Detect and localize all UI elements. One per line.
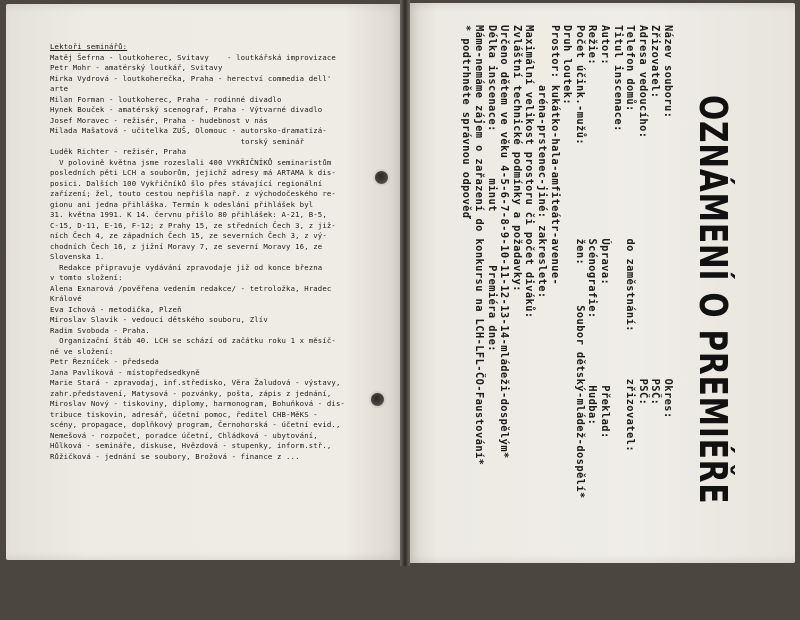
text-line: Hynek Bouček - amatérský scenograf, Praha - Výtvarné divadlo <box>50 105 323 114</box>
form-field-line: Délka inscenace: minut Premiéra dne: <box>485 25 498 352</box>
text-line: torský seminář <box>50 136 305 146</box>
form-field-line: Telefon domů: do zaměstnání: zřizovatel: <box>624 25 637 452</box>
text-line: V polovině května jsme rozeslali 400 VYKŘIČNÍKŮ seminaristům <box>50 157 332 167</box>
premiere-title <box>691 95 735 620</box>
text-line: Nemešová - rozpočet, poradce účetní, Chládková - ubytování, <box>50 430 318 440</box>
form-field-line: Máme-nemáme zájem o zařazení do konkursu na LCH-LFL-ČO-Faustování* <box>473 25 486 466</box>
text-line: Milan Forman - loutkoherec, Praha - rodinné divadlo <box>50 94 282 104</box>
form-field-line: aréna-prstenec-jiné: zakreslete: <box>536 25 549 299</box>
text-line: Josef Moravec - režisér, Praha - hudebnost v nás <box>50 115 268 125</box>
form-field-line: * podtrhněte správnou odpověď <box>460 25 473 219</box>
form-field-line: Zvláštní technické podmínky a požadavky: <box>510 25 523 292</box>
text-line: ních Čech 4, ze západních Čech 15, ze severních Čech 3, z vý- <box>50 231 327 240</box>
text-line: ně ve složení: <box>50 346 114 356</box>
form-field-line: Počet účink.-mužů: žen: Soubor dětský-mládež-dospělí* <box>573 25 586 499</box>
form-field-line: Titul inscenace: <box>611 25 624 132</box>
lecturers-heading: Lektoři seminářů: <box>50 42 128 51</box>
text-line: Organizační štáb 40. LCH se schází od začátku roku 1 x měsíč- <box>50 336 336 345</box>
text-line: Luděk Richter - režisér, Praha <box>50 147 187 156</box>
text-line: Redakce připravuje vydávání zpravodaje již od konce března <box>50 262 323 272</box>
text-line: arte <box>50 84 69 93</box>
text-line: Miroslav Slavík - vedoucí dětského souboru, Zlív <box>50 315 268 324</box>
form-field-line: Autor: Úprava: Překlad: <box>599 25 612 439</box>
form-fields <box>422 25 712 499</box>
form-field-line: Druh loutek: <box>561 25 574 106</box>
text-line: posledních pěti LCH a souborům, jejichž adresy má ARTAMA k dis- <box>50 168 336 177</box>
text-line: Matěj Šefrna - loutkoherec, Svitavy - loutkářská improvizace <box>50 52 336 62</box>
page-title: OZNÁMENÍ O PREMIÉŘE <box>691 95 735 505</box>
text-line: C-15, D-11, E-16, F-12; z Prahy 15, ze středních Čech 3, z již- <box>50 220 336 230</box>
text-line: Mirka Vydrová - loutkoherečka, Praha - herectví commedia dell' <box>50 73 332 83</box>
form-field-line: Zřizovatel: PSČ: <box>649 25 662 406</box>
text-line: tribuce tiskovin, adresář, účetní pomoc, ředitel CHB-MěKS - <box>50 409 318 419</box>
text-line: zařízení; žel, touto cestou nepřišla např. z východočeského re- <box>50 189 336 198</box>
text-line: Jana Pavlíková - místopředsedkyně <box>50 367 200 377</box>
text-line: posici. Dalších 100 Vykřičníků šlo přes stávající regionální <box>50 178 323 188</box>
book-gutter <box>400 0 410 566</box>
text-line: chodních Čech 16, z jižní Moravy 7, ze severní Moravy 16, ze <box>50 241 323 251</box>
form-field-line: Určeno dětem ve věku 4-5-6-7-8-9-10-11-12-13-14-mládeži-dospělým* <box>498 25 511 459</box>
text-line: Alena Exnarová /pověřena vedením redakce/ - tetroložka, Hradec <box>50 283 332 293</box>
text-line: Milada Mašatová - učitelka ZUŠ, Olomouc - autorsko-dramatizá- <box>50 126 327 135</box>
form-field-line: Režie: Scénografie: Hudba: <box>586 25 599 426</box>
text-line: Králové <box>50 294 82 303</box>
text-line: v tomto složení: <box>50 273 123 282</box>
text-line: Marie Stará - zpravodaj, inf.středisko, Věra Žaludová - výstavy, <box>50 378 341 387</box>
text-line: Eva Ichová - metodička, Plzeň <box>50 304 182 314</box>
form-field-line: Název souboru: Okres: <box>662 25 674 419</box>
text-line: gionu ani jedna přihláška. Termín k odeslání přihlášek byl <box>50 199 314 209</box>
form-field-line: Maximální velikost prostoru či počet diváků: <box>523 25 536 319</box>
text-line: Miroslav Nový - tiskoviny, diplomy, harmonogram, Bohuňková - dis- <box>50 399 346 408</box>
text-line: 31. května 1991. K 14. červnu přišlo 80 přihlášek: A-21, B-5, <box>50 210 327 219</box>
text-line: zahr.představení, Matysová - pozvánky, pošta, zápis z jednání, <box>50 388 332 398</box>
text-line: Radim Svoboda - Praha. <box>50 325 150 335</box>
form-field-line: Prostor: kukátko-hala-amfiteátr-avenue- <box>548 25 561 286</box>
left-page-text <box>50 42 390 462</box>
text-line: Slovenska 1. <box>50 252 105 261</box>
text-line: Petr Řezníček - předseda <box>50 357 159 366</box>
form-field-line: Adresa vedoucího: PSČ: <box>636 25 649 406</box>
text-line: Hůlková - semináře, diskuse, Hvězdová - stupenky, inform.stř., <box>50 441 332 450</box>
text-line: Petr Mohr - amatérský loutkář, Svitavy <box>50 63 223 72</box>
text-line: scény, propagace, doplňkový program, Černohorská - účetní evid., <box>50 420 341 429</box>
text-line: Růžičková - jednání se soubory, Brožová - finance z ... <box>50 451 300 461</box>
